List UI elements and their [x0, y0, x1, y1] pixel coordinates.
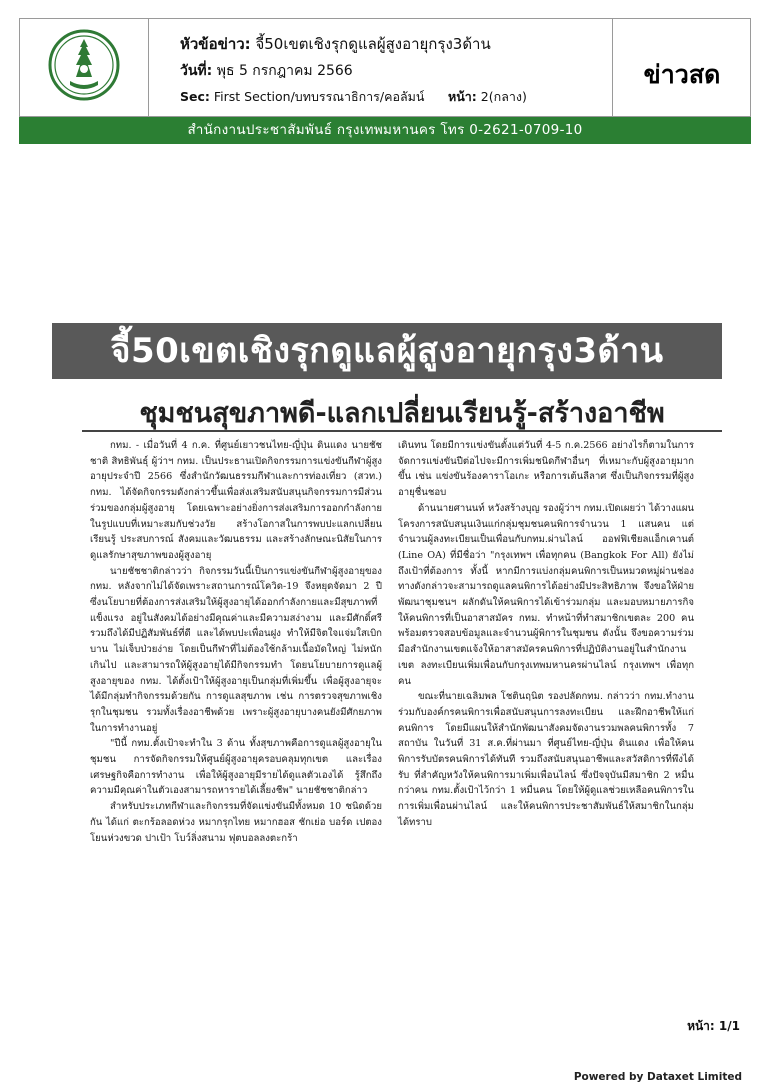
article-headline: จี้50เขตเชิงรุกดูแลผู้สูงอายุกรุง3ด้าน: [52, 323, 722, 379]
article-paragraph: ด้านนายศานนท์ หวังสร้างบุญ รองผู้ว่าฯ กทม.เปิดเผยว่า ได้วางแผนโครงการสนับสนุนเงินแก่กลุ่มชุมชนคนพิการจำนวน 1 แสนคน แต่จำนวนผู้ลงทะเบียนเป็นเพื่อนกับกทม.ผ่านไลน์ ออฟฟิเชียลแอ็กเคานต์ (Line OA) ที่มีชื่อว่า "กรุงเทพฯ เพื่อทุกคน (Bangkok For All) ยังไม่ถึงเป้าที่ต้องการ ทั้งนี้ หากมีการแบ่งกลุ่มคนพิการเป็นหมวดหมู่ผ่านช่องทางดังกล่าวจะสามารถดูแลคนพิการได้อย่างมีประสิทธิภาพ จึงขอให้ฝ่ายพัฒนาชุมชนฯ ผลักดันให้คนพิการได้เข้าร่วมกลุ่ม และมอบหมายภารกิจให้คนพิการที่เป็นอาสาสมัคร กทม. ทำหน้าที่ทำสมาชิกเขตละ 200 คน พร้อมตรวจสอบข้อมูลและจำนวนผู้พิการในชุมชน ดังนั้น จึงขอความร่วมมือสำนักงานเขตแจ้งให้อาสาสมัครคนพิการที่ปฏิบัติงานอยู่ในสำนักงานเขต ลงทะเบียนเพิ่มเพื่อนกับกรุงเทพมหานครผ่านไลน์ กรุงเทพฯ เพื่อทุกคน: [398, 502, 694, 687]
powered-by: Powered by Dataxet Limited: [573, 1071, 742, 1083]
subheadline-rule: [82, 430, 722, 432]
article-paragraph: นายชัชชาติกล่าวว่า กิจกรรมวันนี้เป็นการแข่งขันกีฬาผู้สูงอายุของ กทม. หลังจากไม่ได้จัดเพราะสถานการณ์โควิด-19 จึงหยุดจัดมา 2 ปี ซึ่งนโยบายที่ต้องการส่งเสริมให้ผู้สูงอายุได้ออกกำลังกายและมีสุขภาพที่แข็งแรง อยู่ในสังคมได้อย่างมีคุณค่าและมีความสง่างาม และมีศักดิ์ศรี รวมถึงได้มีปฏิสัมพันธ์ที่ดี และได้พบปะเพื่อนฝูง ทำให้มีจิตใจแจ่มใสเบิกบาน ไม่เจ็บป่วยง่าย โดยเป็นกีฬาที่ไม่ต้องใช้กล้ามเนื้อมัดใหญ่ ไม่หนักเกินไป และสามารถให้ผู้สูงอายุได้มีกิจกรรมทำ โดยนโยบายการดูแลผู้สูงอายุของ กทม. ได้ตั้งเป้าให้ผู้สูงอายุเป็นกลุ่มที่เพิ่มขึ้น เพื่อผู้สูงอายุจะได้มีกลุ่มทำกิจกรรมด้วยกัน การดูแลสุขภาพ เช่น การตรวจสุขภาพเชิงรุกในชุมชน รวมทั้งเรื่องอาชีพด้วย เพราะผู้สูงอายุบางคนยังมีศักยภาพในการทำงานอยู่: [90, 565, 382, 734]
article-column-left: [90, 438, 382, 846]
page-line: หน้า: 2(กลาง): [448, 89, 527, 104]
publication-box: [612, 19, 751, 116]
date-line: วันที่: พุธ 5 กรกฎาคม 2566: [180, 63, 353, 79]
article-paragraph: เดินทน โดยมีการแข่งขันตั้งแต่วันที่ 4-5 ก.ค.2566 อย่างไรก็ตามในการจัดการแข่งขันปีต่อไปจะมีการเพิ่มชนิดกีฬาอื่นๆ ที่เหมาะกับผู้สูงอายุมากขึ้น เช่น แข่งขันร้องคาราโอเกะ หรือการเต้นลีลาศ ซึ่งเป็นกิจกรรมที่ผู้สูงอายุชื่นชอบ: [398, 440, 694, 499]
clipping-header: [19, 18, 751, 117]
page-number: หน้า: 1/1: [687, 1019, 740, 1033]
publication-name: ข่าวสด: [643, 60, 721, 89]
article-column-right: [398, 438, 694, 831]
bma-emblem-icon: [48, 25, 120, 109]
section-line: Sec: First Section/บทบรรณาธิการ/คอลัมน์: [180, 89, 425, 104]
article-subheadline: ชุมชนสุขภาพดี-แลกเปลี่ยนเรียนรู้-สร้างอาชีพ: [139, 398, 665, 429]
article-paragraph: กทม. - เมื่อวันที่ 4 ก.ค. ที่ศูนย์เยาวชนไทย-ญี่ปุ่น ดินแดง นายชัชชาติ สิทธิพันธุ์ ผู้ว่าฯ กทม. เป็นประธานเปิดกิจกรรมการแข่งขันกีฬาผู้สูงอายุประจำปี 2566 ซึ่งสำนักวัฒนธรรมกีฬาและการท่องเที่ยว (สวท.) กทม. ได้จัดกิจกรรมดังกล่าวขึ้นเพื่อส่งเสริมสนับสนุนกิจกรรมการมีส่วนร่วมของกลุ่มผู้สูงอายุ โดยเฉพาะอย่างยิ่งการส่งเสริมการออกกำลังกายในรูปแบบที่เหมาะสมกับช่วงวัย สร้างโอกาสในการพบปะแลกเปลี่ยนเรียนรู้ ประสบการณ์ สังคมและวัฒนธรรม และสร้างลักษณะนิสัยในการดูแลรักษาสุขภาพของผู้สูงอายุ: [90, 440, 382, 561]
article-paragraph: "ปีนี้ กทม.ตั้งเป้าจะทำใน 3 ด้าน ทั้งสุขภาพคือการดูแลผู้สูงอายุในชุมชน การจัดกิจกรรมให้ศูนย์ผู้สูงอายุครอบคลุมทุกเขต และเรื่องเศรษฐกิจคือการทำงาน เพื่อให้ผู้สูงอายุมีรายได้ดูแลตัวเองได้ รู้สึกถึงความมีคุณค่าในตัวเองสามารถหารายได้เลี้ยงชีพ" นายชัชชาติกล่าว: [90, 738, 382, 797]
clipping-info: [180, 19, 610, 116]
office-contact-bar: สำนักงานประชาสัมพันธ์ กรุงเทพมหานคร โทร 0-2621-0709-10: [19, 117, 751, 144]
subject-line: หัวข้อข่าว: จี้50เขตเชิงรุกดูแลผู้สูงอายุกรุง3ด้าน: [180, 35, 491, 53]
logo-box: [20, 19, 149, 116]
article-paragraph: สำหรับประเภทกีฬาและกิจกรรมที่จัดแข่งขันมีทั้งหมด 10 ชนิดด้วยกัน ได้แก่ ตะกร้อลอดห่วง หมากรุกไทย หมากฮอส ชักเย่อ บอร์ด เปตอง โยนห่วงขวด ปาเป้า โบว์ลิ่งสนาม ฟุตบอลลงตะกร้า: [90, 801, 382, 844]
article-paragraph: ขณะที่นายเฉลิมพล โชตินฤนิต รองปลัดกทม. กล่าวว่า กทม.ทำงานร่วมกับองค์กรคนพิการเพื่อสนับสนุนการลงทะเบียน และฝึกอาชีพให้แก่คนพิการ โดยมีแผนให้สำนักพัฒนาสังคมจัดงานรวมพลคนพิการทั้ง 7 สถาบัน ในวันที่ 31 ส.ค.ที่ผ่านมา ที่ศูนย์ไทย-ญี่ปุ่น ดินแดง เพื่อให้คนพิการรับบัตรคนพิการได้ทันที รวมถึงสนับสนุนอาชีพและสวัสดิการที่พึงได้รับ ที่สำคัญหวังให้คนพิการมาเพิ่มเพื่อนไลน์ ซึ่งปัจจุบันมีสมาชิก 2 หมื่นกว่าคน กทม.ตั้งเป้าไว้กว่า 1 หมื่นคน โดยให้ผู้ดูแลช่วยเหลือคนพิการในการเพิ่มเพื่อนผ่านไลน์ และให้คนพิการประชาสัมพันธ์ให้สมาชิกในกลุ่มได้ทราบ: [398, 691, 694, 828]
